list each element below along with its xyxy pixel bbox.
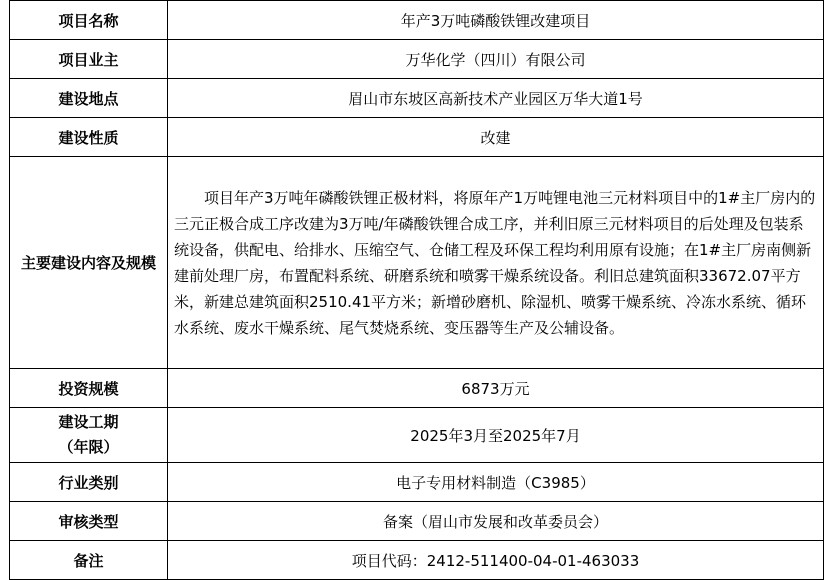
table-row-nature <box>10 118 824 157</box>
row-label: 投资规模 <box>10 369 168 408</box>
table-row-location <box>10 79 824 118</box>
row-value: 电子专用材料制造（C3985） <box>168 463 824 502</box>
table-row-investment <box>10 369 824 408</box>
row-value: 万华化学（四川）有限公司 <box>168 40 824 79</box>
row-label-line: （年限） <box>58 438 119 456</box>
row-label: 建设地点 <box>10 79 168 118</box>
row-value: 年产3万吨磷酸铁锂改建项目 <box>168 1 824 40</box>
table-row-project-owner <box>10 40 824 79</box>
row-label: 项目名称 <box>10 1 168 40</box>
row-value: 6873万元 <box>168 369 824 408</box>
table-row-project-name <box>10 1 824 40</box>
row-label <box>10 408 168 463</box>
table-row-review-type <box>10 502 824 541</box>
row-label: 项目业主 <box>10 40 168 79</box>
row-label: 主要建设内容及规模 <box>10 157 168 369</box>
table-row-industry <box>10 463 824 502</box>
table-row-main-content <box>10 157 824 369</box>
row-value: 备案（眉山市发展和改革委员会） <box>168 502 824 541</box>
row-value: 改建 <box>168 118 824 157</box>
row-label: 建设性质 <box>10 118 168 157</box>
row-value: 项目代码：2412-511400-04-01-463033 <box>168 541 824 580</box>
row-label: 行业类别 <box>10 463 168 502</box>
row-value-paragraph: 项目年产3万吨年磷酸铁锂正极材料，将原年产1万吨锂电池三元材料项目中的1#主厂房内的三元正极合成工序改建为3万吨/年磷酸铁锂合成工序，并利旧原三元材料项目的后处理及包装系统设备，供配电、给排水、压缩空气、仓储工程及环保工程均利用原有设施；在1#主厂房南侧新建前处理厂房，布置配料系统、研磨系统和喷雾干燥系统设备。利旧总建筑面积33672.07平方米，新建总建筑面积2510.41平方米；新增砂磨机、除湿机、喷雾干燥系统、冷冻水系统、循环水系统、废水干燥系统、尾气焚烧系统、变压器等生产及公辅设备。 <box>168 157 824 369</box>
row-value: 2025年3月至2025年7月 <box>168 408 824 463</box>
table-row-period <box>10 408 824 463</box>
row-label: 审核类型 <box>10 502 168 541</box>
row-label: 备注 <box>10 541 168 580</box>
project-info-table <box>9 0 824 580</box>
row-label-line: 建设工期 <box>58 413 119 431</box>
table-row-remarks <box>10 541 824 580</box>
row-value: 眉山市东坡区高新技术产业园区万华大道1号 <box>168 79 824 118</box>
